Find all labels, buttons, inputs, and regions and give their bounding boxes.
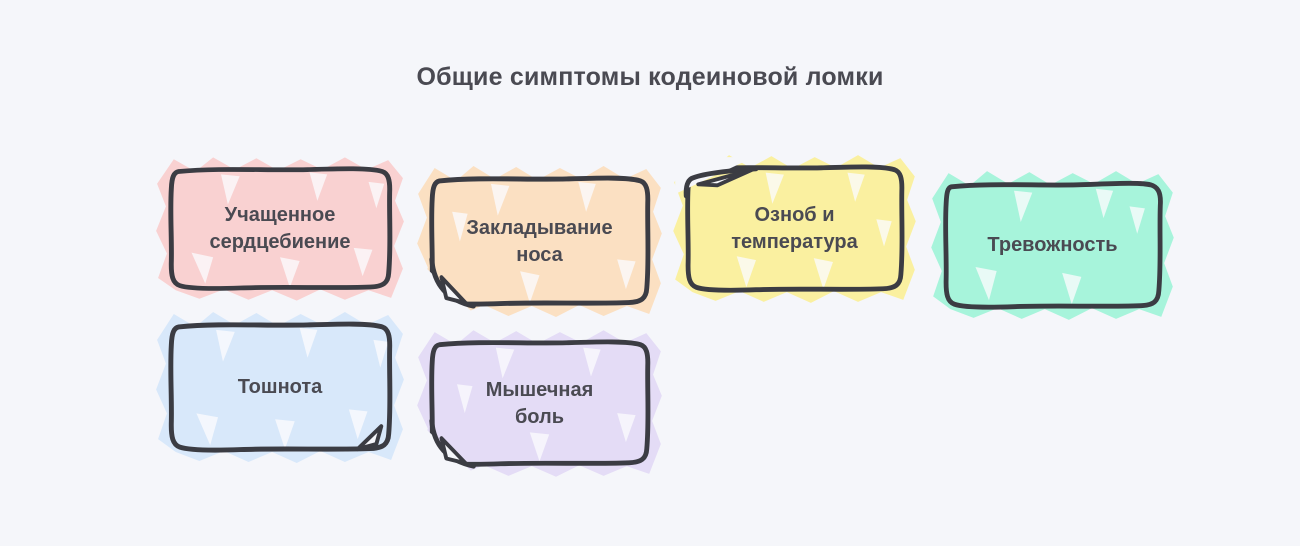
card-label: Тревожность <box>987 234 1118 256</box>
card-label: Закладывание носа <box>466 216 613 266</box>
card-nasal-congestion <box>423 172 656 311</box>
card-rapid-heartbeat <box>162 163 398 295</box>
card-label: Тошнота <box>237 376 323 398</box>
card-label: Учащенное сердцебиение <box>209 204 351 253</box>
card-label: Озноб и температура <box>731 204 858 253</box>
card-muscle-pain <box>423 336 656 471</box>
card-label: Мышечная боль <box>485 378 594 428</box>
diagram-title: Общие симптомы кодеиновой ломки <box>416 63 884 91</box>
card-anxiety <box>937 177 1168 314</box>
card-chills-fever <box>679 161 910 297</box>
card-nausea <box>162 318 398 457</box>
